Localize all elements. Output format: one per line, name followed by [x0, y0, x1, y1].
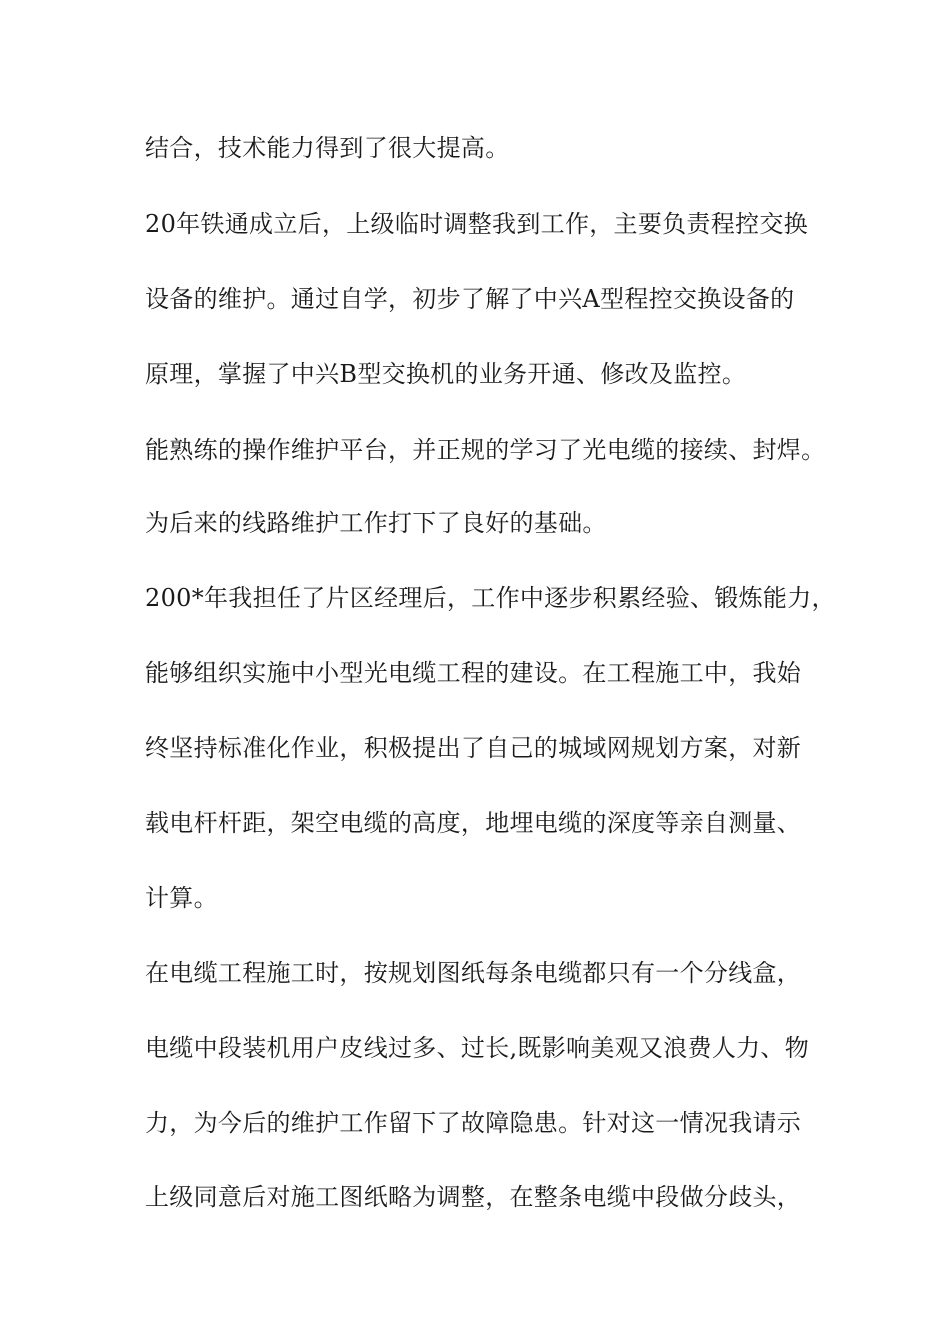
text-line: 计算。 — [145, 884, 218, 912]
text-line: 在电缆工程施工时，按规划图纸每条电缆都只有一个分线盒， — [145, 959, 802, 987]
text-line: 上级同意后对施工图纸略为调整，在整条电缆中段做分歧头， — [145, 1183, 802, 1211]
text-line: 载电杆杆距，架空电缆的高度，地埋电缆的深度等亲自测量、 — [145, 809, 802, 837]
text-line: 设备的维护。通过自学，初步了解了中兴A型程控交换设备的 — [145, 285, 795, 313]
text-line: 为后来的线路维护工作打下了良好的基础。 — [145, 509, 607, 537]
text-line: 200*年我担任了片区经理后，工作中逐步积累经验、锻炼能力， — [145, 584, 836, 612]
text-line: 终坚持标准化作业，积极提出了自己的城域网规划方案，对新 — [145, 734, 802, 762]
text-line: 力，为今后的维护工作留下了故障隐患。针对这一情况我请示 — [145, 1109, 802, 1137]
text-line: 结合，技术能力得到了很大提高。 — [145, 134, 510, 162]
text-line: 电缆中段装机用户皮线过多、过长,既影响美观又浪费人力、物 — [145, 1034, 810, 1062]
text-line: 20年铁通成立后，上级临时调整我到工作，主要负责程控交换 — [145, 210, 808, 238]
text-line: 原理，掌握了中兴B型交换机的业务开通、修改及监控。 — [145, 360, 747, 388]
text-line: 能够组织实施中小型光电缆工程的建设。在工程施工中，我始 — [145, 659, 802, 687]
text-line: 能熟练的操作维护平台，并正规的学习了光电缆的接续、封焊。 — [145, 436, 826, 464]
